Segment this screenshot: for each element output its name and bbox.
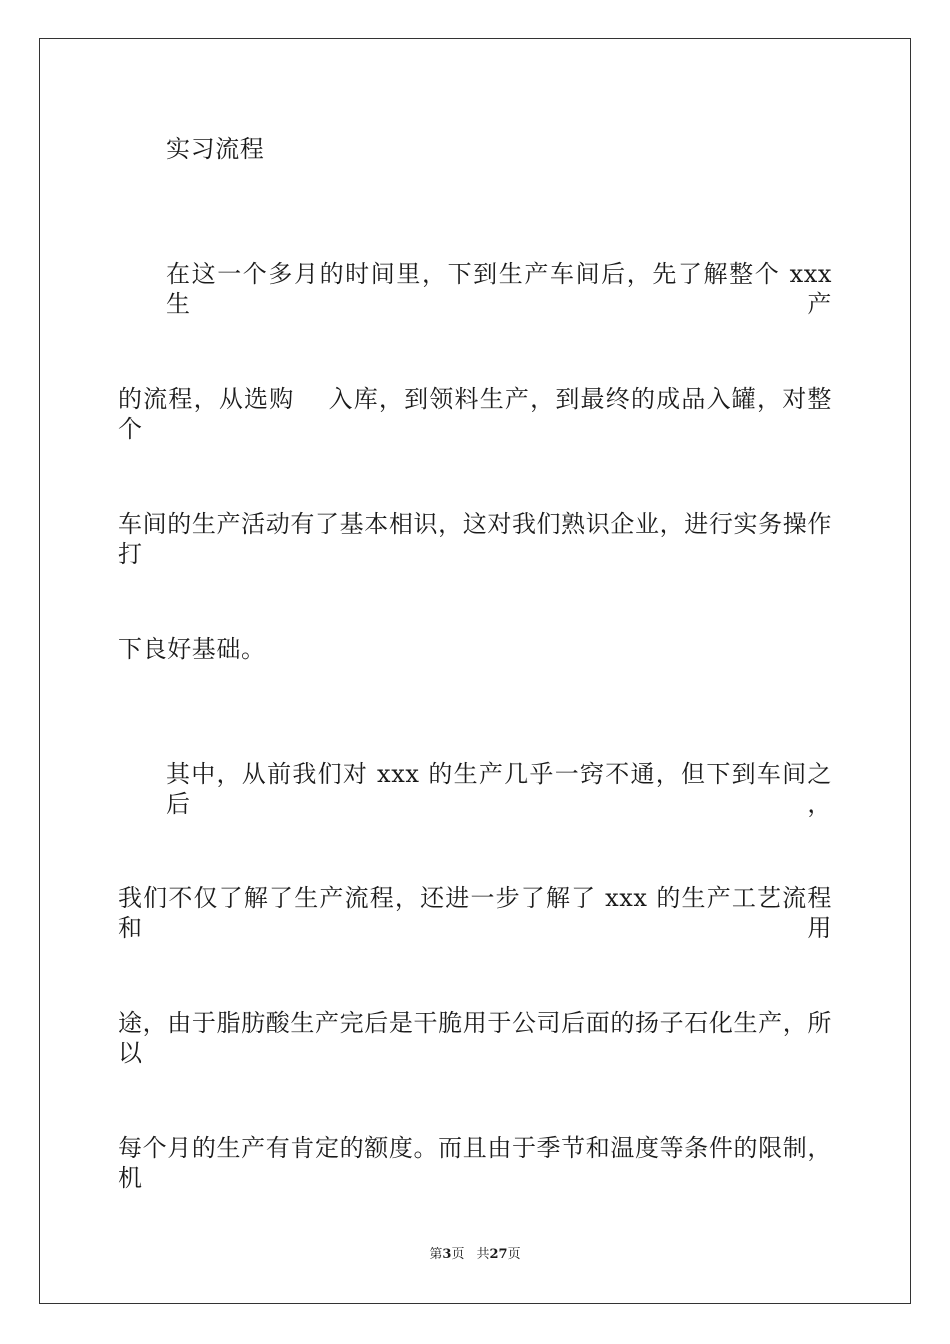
paragraph-1-line-3: 车间的生产活动有了基本相识，这对我们熟识企业，进行实务操作打 — [118, 510, 832, 568]
page-border — [39, 38, 911, 1304]
page-footer — [0, 1247, 950, 1263]
footer-page-number: 3 — [442, 1247, 452, 1262]
footer-total-pages: 27 — [489, 1247, 508, 1262]
footer-total-prefix: 共 — [476, 1247, 490, 1262]
footer-total-unit: 页 — [507, 1247, 521, 1262]
footer-page-unit: 页 — [451, 1247, 465, 1262]
paragraph-1-line-1: 在这一个多月的时间里，下到生产车间后，先了解整个 xxx 生产 — [166, 260, 832, 318]
paragraph-1-line-2: 的流程，从选购 入库，到领料生产，到最终的成品入罐，对整个 — [118, 385, 832, 443]
footer-page-prefix: 第 — [429, 1247, 443, 1262]
paragraph-2-line-2: 我们不仅了解了生产流程，还进一步了解了 xxx 的生产工艺流程和用 — [118, 884, 832, 942]
paragraph-1-line-4: 下良好基础。 — [118, 635, 266, 663]
paragraph-2-line-3: 途，由于脂肪酸生产完后是干脆用于公司后面的扬子石化生产，所以 — [118, 1009, 832, 1067]
section-heading: 实习流程 — [166, 135, 265, 163]
paragraph-2-line-4: 每个月的生产有肯定的额度。而且由于季节和温度等条件的限制，机 — [118, 1134, 832, 1192]
paragraph-2-line-1: 其中，从前我们对 xxx 的生产几乎一窍不通，但下到车间之后， — [166, 760, 832, 818]
